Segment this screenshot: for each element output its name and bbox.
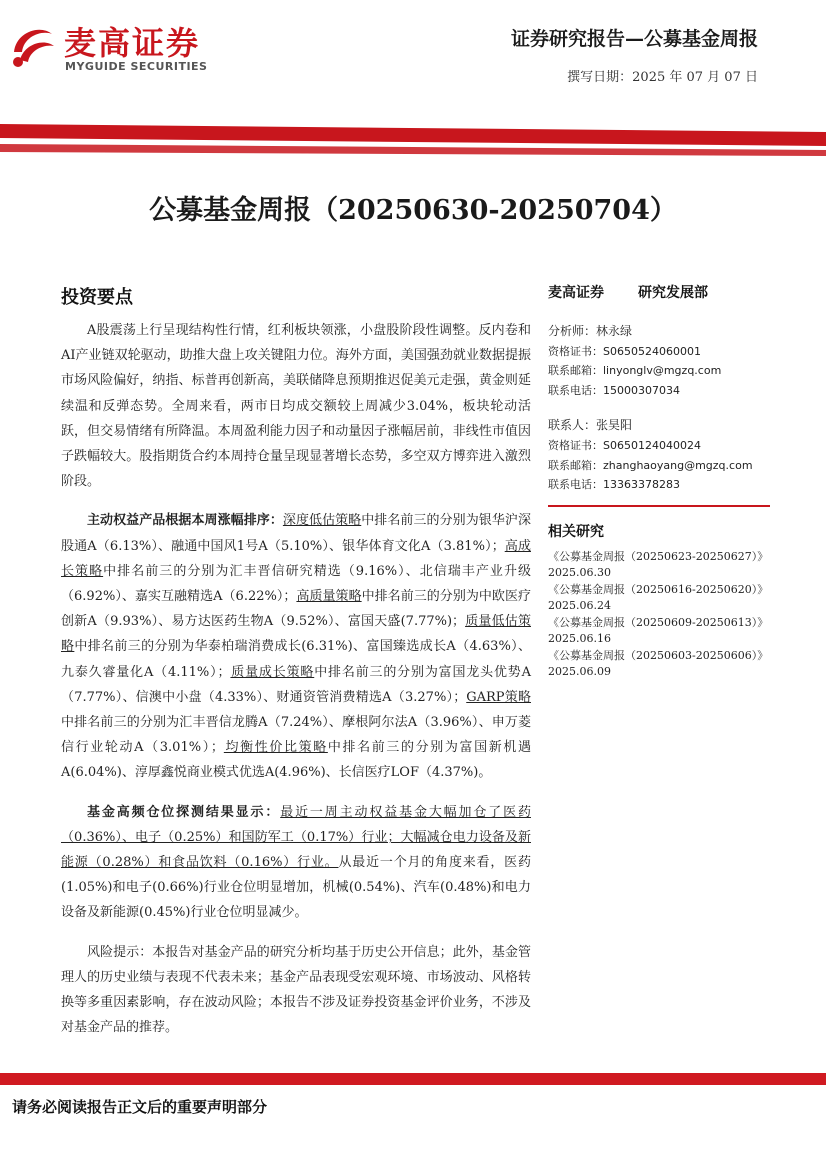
paragraph-active-equity-ranking bbox=[61, 508, 531, 785]
strategy-ranking-text: 中排名前三的分别为中欧医疗创新A（9.93%）、易方达医药生物A（9.52%）、富国天盛(7.77%)； bbox=[61, 589, 531, 630]
related-report-link[interactable]: 《公募基金周报（20250623-20250627）》 bbox=[548, 549, 769, 563]
report-type: 证券研究报告—公募基金周报 bbox=[510, 28, 758, 50]
related-report-link[interactable]: 《公募基金周报（20250609-20250613）》 bbox=[548, 615, 769, 629]
footer-disclaimer-notice: 请务必阅读报告正文后的重要声明部分 bbox=[12, 1098, 268, 1116]
related-report-link[interactable]: 《公募基金周报（20250616-20250620）》 bbox=[548, 582, 769, 596]
strategy-name: 深度低估策略 bbox=[282, 513, 362, 529]
department-name: 研究发展部 bbox=[638, 285, 708, 301]
paragraph-lead: 基金高频仓位探测结果显示： bbox=[87, 804, 281, 820]
strategy-name: GARP策略 bbox=[466, 689, 531, 705]
strategy-ranking-text: 中排名前三的分别为富国龙头优势A（7.77%）、信澳中小盘（4.33%）、财通资管消费精选A（3.27%）； bbox=[61, 664, 532, 705]
key-points-body bbox=[61, 318, 531, 1040]
footer-red-band bbox=[0, 1073, 826, 1085]
strategy-ranking-text: 中排名前三的分别为华泰柏瑞消费成长(6.31%)、富国臻选成长A（4.63%）、九泰久睿量化A（4.11%）； bbox=[61, 639, 531, 680]
contact-name: 联系人：张昊阳 bbox=[548, 418, 633, 433]
related-report-date: 2025.06.30 bbox=[548, 566, 611, 580]
contact-email: 联系邮箱：zhanghaoyang@mgzq.com bbox=[548, 458, 753, 472]
related-report-date: 2025.06.16 bbox=[548, 632, 611, 646]
related-report-link[interactable]: 《公募基金周报（20250603-20250606）》 bbox=[548, 648, 769, 662]
paragraph-lead: 主动权益产品根据本周涨幅排序： bbox=[87, 513, 283, 529]
strategy-ranking-text: 中排名前三的分别为银华沪深股通A（6.13%）、融通中国风1号A（5.10%）、银华体育文化A（3.81%）； bbox=[61, 513, 531, 554]
section-heading-key-points: 投资要点 bbox=[61, 287, 133, 308]
contact-phone: 联系电话：13363378283 bbox=[548, 478, 680, 492]
strategy-name: 高质量策略 bbox=[296, 589, 362, 605]
sidebar-divider bbox=[548, 505, 770, 507]
weekly-position-change: 最近一周主动权益基金大幅加仓了医药（0.36%）、电子（0.25%）和国防军工（0.17%）行业；大幅减仓电力设备及新能源（0.28%）和食品饮料（0.16%）行业。 bbox=[61, 804, 531, 871]
strategy-name: 质量低估策略 bbox=[61, 614, 531, 655]
related-research-heading: 相关研究 bbox=[548, 523, 604, 540]
brand-name-cn: 麦高证券 bbox=[64, 24, 201, 62]
paragraph-market-overview: A股震荡上行呈现结构性行情，红利板块领涨，小盘股阶段性调整。反内卷和AI产业链双轮驱动，助推大盘上攻关键阻力位。海外方面，美国强劲就业数据提振市场风险偏好，纳指、标普再创新高，美联储降息预期推迟促美元走强，黄金则延续温和反弹态势。全周来看，两市日均成交额较上周减少3.04%，板块轮动活跃，但交易情绪有所降温。本周盈利能力因子和动量因子涨幅居前，非线性市值因子跌幅较大。股指期货合约本周持仓量呈现显著增长态势，多空双方博弈进入激烈阶段。 bbox=[61, 323, 531, 490]
institution-line bbox=[548, 282, 770, 302]
related-report-date: 2025.06.24 bbox=[548, 599, 611, 613]
strategy-name: 质量成长策略 bbox=[230, 664, 315, 680]
report-date: 撰写日期：2025 年 07 月 07 日 bbox=[567, 70, 758, 85]
strategy-ranking-text: 中排名前三的分别为富国新机遇A(6.04%)、淳厚鑫悦商业模式优选A(4.96%)、长信医疗LOF（4.37%)。 bbox=[61, 740, 531, 781]
strategy-name: 均衡性价比策略 bbox=[223, 740, 328, 756]
strategy-ranking-text: 中排名前三的分别为汇丰晋信研究精选（9.16%）、北信瑞丰产业升级（6.92%）、嘉实互融精选A（6.22%）； bbox=[61, 563, 531, 605]
contact-certificate: 资格证书：S0650124040024 bbox=[548, 438, 701, 452]
monthly-position-change: 从最近一个月的角度来看，医药(1.05%)和电子(0.66%)行业仓位明显增加，机械(0.54%)、汽车(0.48%)和电力设备及新能源(0.45%)行业仓位明显减少。 bbox=[61, 855, 531, 921]
paragraph-position-detection bbox=[61, 800, 531, 926]
header-red-band bbox=[0, 120, 826, 160]
brand-logo-icon bbox=[8, 22, 58, 68]
brand-name-en: MYGUIDE SECURITIES bbox=[65, 60, 208, 73]
strategy-ranking-text: 中排名前三的分别为汇丰晋信龙腾A（7.24%）、摩根阿尔法A（3.96%）、申万菱信行业轮动A（3.01%）； bbox=[61, 715, 531, 756]
institution-name: 麦高证券 bbox=[548, 285, 604, 301]
related-report-date: 2025.06.09 bbox=[548, 665, 611, 679]
analyst-email: 联系邮箱：linyonglv@mgzq.com bbox=[548, 364, 722, 378]
paragraph-risk-warning: 风险提示：本报告对基金产品的研究分析均基于历史公开信息；此外，基金管理人的历史业绩与表现不代表未来；基金产品表现受宏观环境、市场波动、风格转换等多重因素影响，存在波动风险；本报告不涉及证券投资基金评价业务，不涉及对基金产品的推荐。 bbox=[61, 944, 531, 1036]
sidebar bbox=[548, 282, 770, 681]
page-title: 公募基金周报（20250630-20250704） bbox=[149, 195, 677, 226]
related-research-list bbox=[548, 549, 770, 681]
strategy-name: 高成长策略 bbox=[61, 538, 531, 579]
analyst-phone: 联系电话：15000307034 bbox=[548, 383, 680, 397]
analyst-certificate: 资格证书：S0650524060001 bbox=[548, 344, 701, 358]
analyst-name: 分析师：林永绿 bbox=[548, 324, 633, 338]
